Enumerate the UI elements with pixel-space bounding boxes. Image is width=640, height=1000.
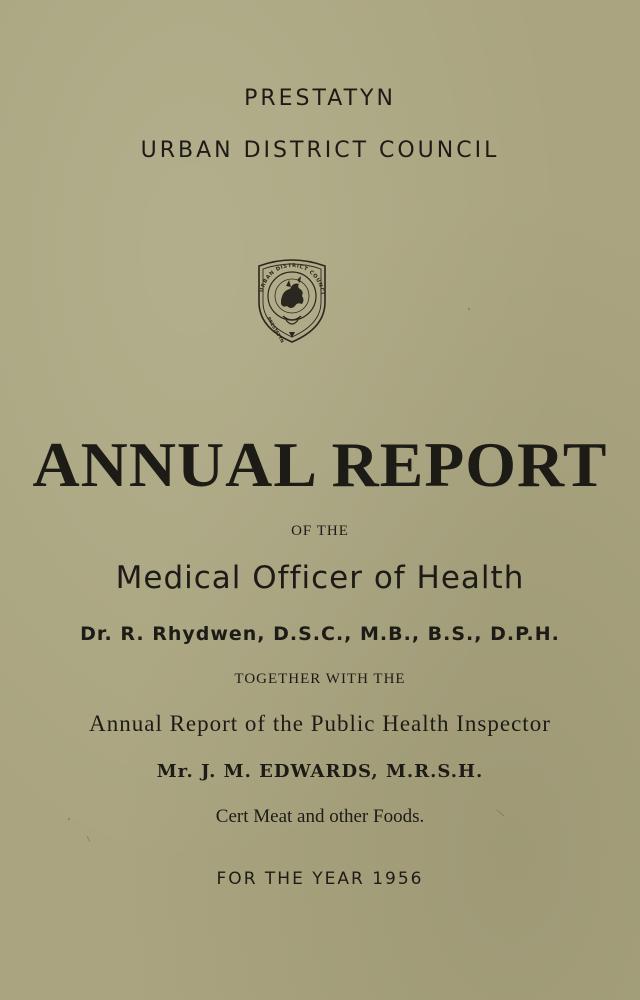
- paper-speck: [468, 308, 470, 310]
- council-name: PRESTATYN: [244, 86, 396, 111]
- paper-speck: [68, 818, 70, 820]
- council-seal-icon: [253, 256, 331, 344]
- paper-speck: [87, 836, 91, 842]
- officer-name: Dr. R. Rhydwen, D.S.C., M.B., B.S., D.P.H.: [80, 623, 560, 645]
- report-title: ANNUAL REPORT: [32, 429, 608, 500]
- svg-text:URBAN DISTRICT COUNCIL: URBAN DISTRICT COUNCI: [259, 262, 325, 296]
- year-line: FOR THE YEAR 1956: [216, 869, 424, 889]
- together-with-label: TOGETHER WITH THE: [234, 671, 406, 687]
- inspector-qualification: Cert Meat and other Foods.: [215, 806, 425, 827]
- officer-title: Medical Officer of Health: [115, 560, 525, 596]
- svg-text:PRESTATYN: PRESTATYN: [265, 316, 285, 344]
- inspector-report-title: Annual Report of the Public Health Inspector: [89, 711, 551, 736]
- of-the-label: OF THE: [291, 523, 349, 539]
- inspector-name: Mr. J. M. EDWARDS, M.R.S.H.: [156, 761, 484, 782]
- council-type: URBAN DISTRICT COUNCIL: [140, 138, 500, 163]
